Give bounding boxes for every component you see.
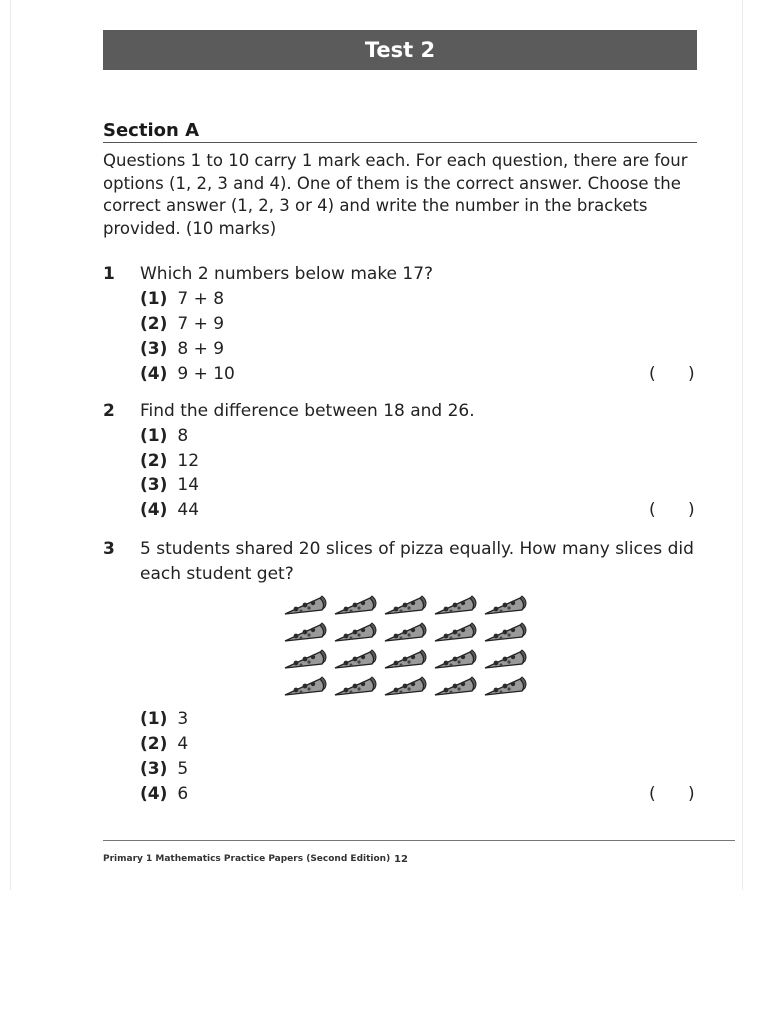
question-number: 1: [103, 264, 115, 284]
answer-brackets[interactable]: ( ): [649, 784, 695, 804]
pizza-slice-icon: [385, 650, 426, 668]
question-text: Which 2 numbers below make 17?: [140, 264, 434, 284]
option-value: 44: [177, 500, 200, 520]
question-number: 2: [103, 401, 115, 421]
option-value: 3: [177, 709, 189, 729]
page-edge-left: [10, 0, 11, 890]
pizza-slice-icon: [485, 677, 526, 695]
option-1[interactable]: [140, 289, 224, 309]
pizza-slice-icon: [335, 677, 376, 695]
footer-divider: [103, 840, 735, 841]
pizza-slice-icon: [285, 623, 326, 641]
option-label: (4): [140, 364, 168, 384]
option-4[interactable]: [140, 364, 235, 384]
option-1[interactable]: [140, 426, 188, 446]
footer-page-number: 12: [394, 854, 408, 865]
option-3[interactable]: [140, 339, 224, 359]
option-2[interactable]: [140, 734, 188, 754]
option-label: (2): [140, 451, 168, 471]
page-edge-right: [742, 0, 743, 890]
option-3[interactable]: [140, 475, 199, 495]
option-3[interactable]: [140, 759, 188, 779]
option-4[interactable]: [140, 500, 199, 520]
section-instructions: Questions 1 to 10 carry 1 mark each. For each question, there are four options (1, 2, 3 and 4). One of them is the correct answer. Choose the correct answer (1, 2, 3 or 4) and write the number in the brackets provided. (10 marks): [103, 151, 688, 238]
pizza-slice-icon: [435, 596, 476, 614]
pizza-slice-icon: [435, 677, 476, 695]
question-text: Find the difference between 18 and 26.: [140, 401, 475, 421]
option-label: (3): [140, 475, 168, 495]
option-value: 7 + 9: [177, 314, 225, 334]
option-label: (4): [140, 784, 168, 804]
pizza-slice-icon: [435, 623, 476, 641]
pizza-slice-icon: [285, 677, 326, 695]
pizza-slice-icon: [335, 623, 376, 641]
pizza-illustration: [280, 590, 530, 706]
pizza-slice-icon: [335, 650, 376, 668]
option-4[interactable]: [140, 784, 188, 804]
option-1[interactable]: [140, 709, 188, 729]
pizza-slice-icon: [285, 650, 326, 668]
option-label: (3): [140, 759, 168, 779]
question-text: 5 students shared 20 slices of pizza equally. How many slices did each student get?: [140, 539, 694, 584]
option-2[interactable]: [140, 314, 224, 334]
option-value: 8: [177, 426, 189, 446]
pizza-slice-icon: [485, 623, 526, 641]
option-value: 12: [177, 451, 200, 471]
section-title: Section A: [103, 120, 199, 141]
test-title-bar: [103, 30, 697, 70]
pizza-slice-icon: [385, 677, 426, 695]
option-value: 5: [177, 759, 189, 779]
question-number: 3: [103, 539, 115, 559]
option-label: (1): [140, 426, 168, 446]
option-2[interactable]: [140, 451, 199, 471]
option-value: 9 + 10: [177, 364, 235, 384]
option-label: (3): [140, 339, 168, 359]
option-value: 14: [177, 475, 200, 495]
option-label: (1): [140, 709, 168, 729]
option-label: (1): [140, 289, 168, 309]
option-label: (2): [140, 734, 168, 754]
footer-book-title: Primary 1 Mathematics Practice Papers (Second Edition): [103, 854, 391, 864]
option-value: 4: [177, 734, 189, 754]
pizza-slice-icon: [485, 650, 526, 668]
option-label: (2): [140, 314, 168, 334]
option-label: (4): [140, 500, 168, 520]
test-title: Test 2: [364, 38, 436, 62]
option-value: 8 + 9: [177, 339, 225, 359]
option-value: 6: [177, 784, 189, 804]
option-value: 7 + 8: [177, 289, 225, 309]
pizza-slice-icon: [385, 623, 426, 641]
pizza-slice-icon: [285, 596, 326, 614]
pizza-slice-icon: [335, 596, 376, 614]
section-divider: [103, 142, 697, 143]
answer-brackets[interactable]: ( ): [649, 364, 695, 384]
pizza-slice-icon: [385, 596, 426, 614]
pizza-slice-icon: [435, 650, 476, 668]
pizza-slice-icon: [485, 596, 526, 614]
answer-brackets[interactable]: ( ): [649, 500, 695, 520]
